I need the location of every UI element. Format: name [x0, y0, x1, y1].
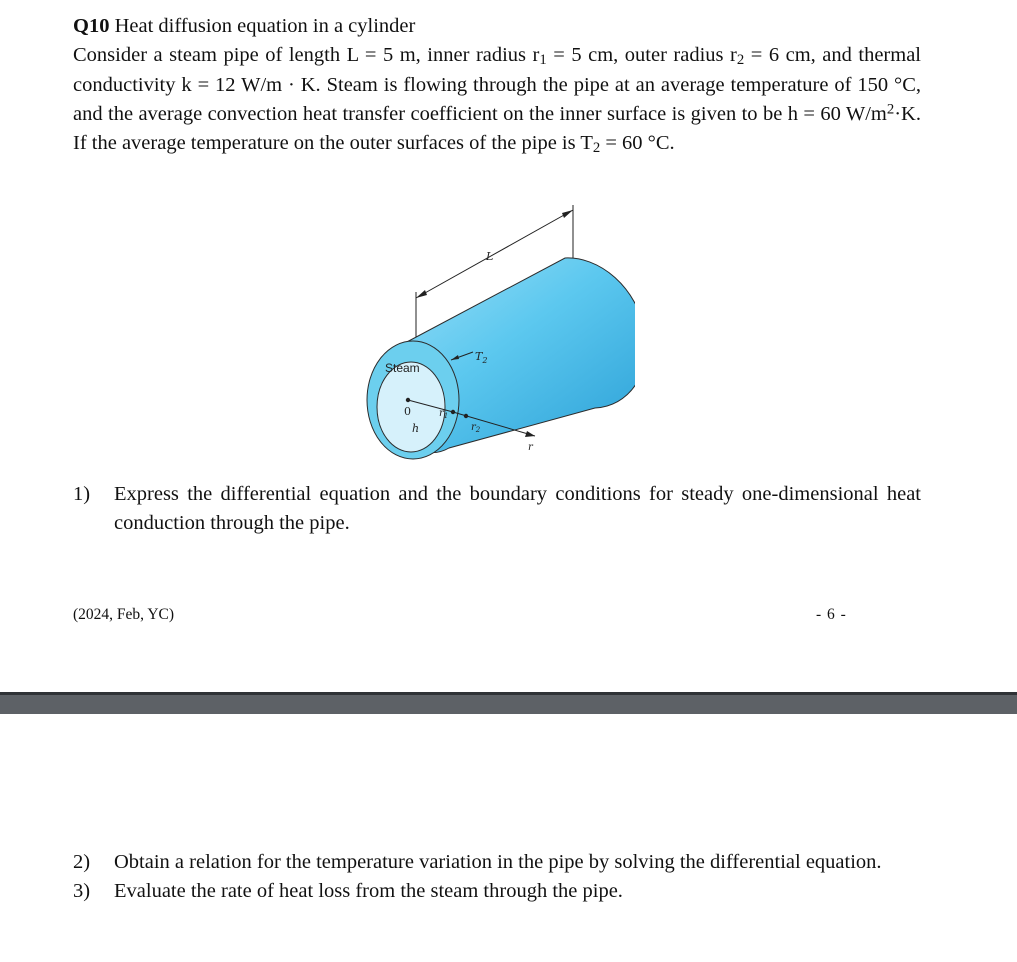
question-list-part-2 [73, 848, 921, 907]
r2-label-sub: 2 [475, 426, 481, 434]
question-title-text: Heat diffusion equation in a cylinder [114, 15, 416, 37]
origin-label: 0 [404, 405, 411, 418]
r2-label-main: r [471, 422, 476, 433]
t2-label-sub: 2 [482, 356, 488, 365]
t2-label-main: T [475, 350, 483, 363]
footer-page-number: - 6 - [816, 606, 847, 623]
r-axis-arrow [525, 431, 535, 437]
question-title [73, 12, 921, 41]
list-item [73, 848, 921, 877]
list-item [73, 480, 921, 539]
length-label: L [486, 250, 494, 263]
body-sub-t2: 2 [592, 140, 601, 157]
body-sup-m2: 2 [886, 101, 895, 118]
r1-label-sub: 1 [443, 412, 449, 420]
length-arrow-left [416, 290, 427, 298]
r-axis-label: r [528, 442, 533, 453]
list-item-text: Obtain a relation for the temperature variation in the pipe by solving the differential equation. [114, 851, 882, 873]
r1-label-main: r [439, 408, 444, 419]
footer-source: (2024, Feb, YC) [73, 606, 175, 623]
page-separator [0, 692, 1017, 714]
body-text-2: = 5 cm, outer radius r [546, 44, 737, 67]
question-body [73, 41, 921, 158]
length-arrow-right [562, 210, 573, 218]
body-text-5: = 60 °C. [600, 132, 675, 155]
body-text-4: ·K. If the average temperature on the outer surfaces of the pipe is T [73, 102, 921, 155]
list-item-number: 1) [73, 483, 91, 505]
document-page-bottom [0, 714, 1017, 962]
list-item-number: 2) [73, 851, 91, 873]
question-list-part-1 [73, 480, 921, 539]
origin-point [406, 398, 410, 402]
question-number: Q10 [73, 15, 110, 37]
body-text-1: Consider a steam pipe of length L = 5 m, inner radius r [73, 44, 540, 67]
list-item-number: 3) [73, 880, 91, 903]
question-block [73, 12, 921, 158]
list-item-text: Evaluate the rate of heat loss from the steam through the pipe. [114, 880, 623, 903]
body-sub-r2: 2 [736, 52, 745, 69]
steam-label: Steam [385, 361, 420, 375]
body-sub-r1: 1 [539, 52, 547, 69]
h-label: h [412, 422, 420, 435]
page-separator-edge [0, 692, 1017, 695]
pipe-figure [355, 200, 635, 462]
body-text-3: = 6 cm, and thermal conductivity k = 12 W/m · K. Steam is flowing through the pipe at an average temperature of 150 °C, and the average convection heat transfer coefficient on the inner surface is given to be h = 60 W/m [73, 44, 921, 125]
list-item-text: Express the differential equation and the boundary conditions for steady one-dimensional heat conduction through the pipe. [114, 483, 921, 535]
pipe-diagram [355, 200, 635, 462]
list-item [73, 877, 921, 906]
